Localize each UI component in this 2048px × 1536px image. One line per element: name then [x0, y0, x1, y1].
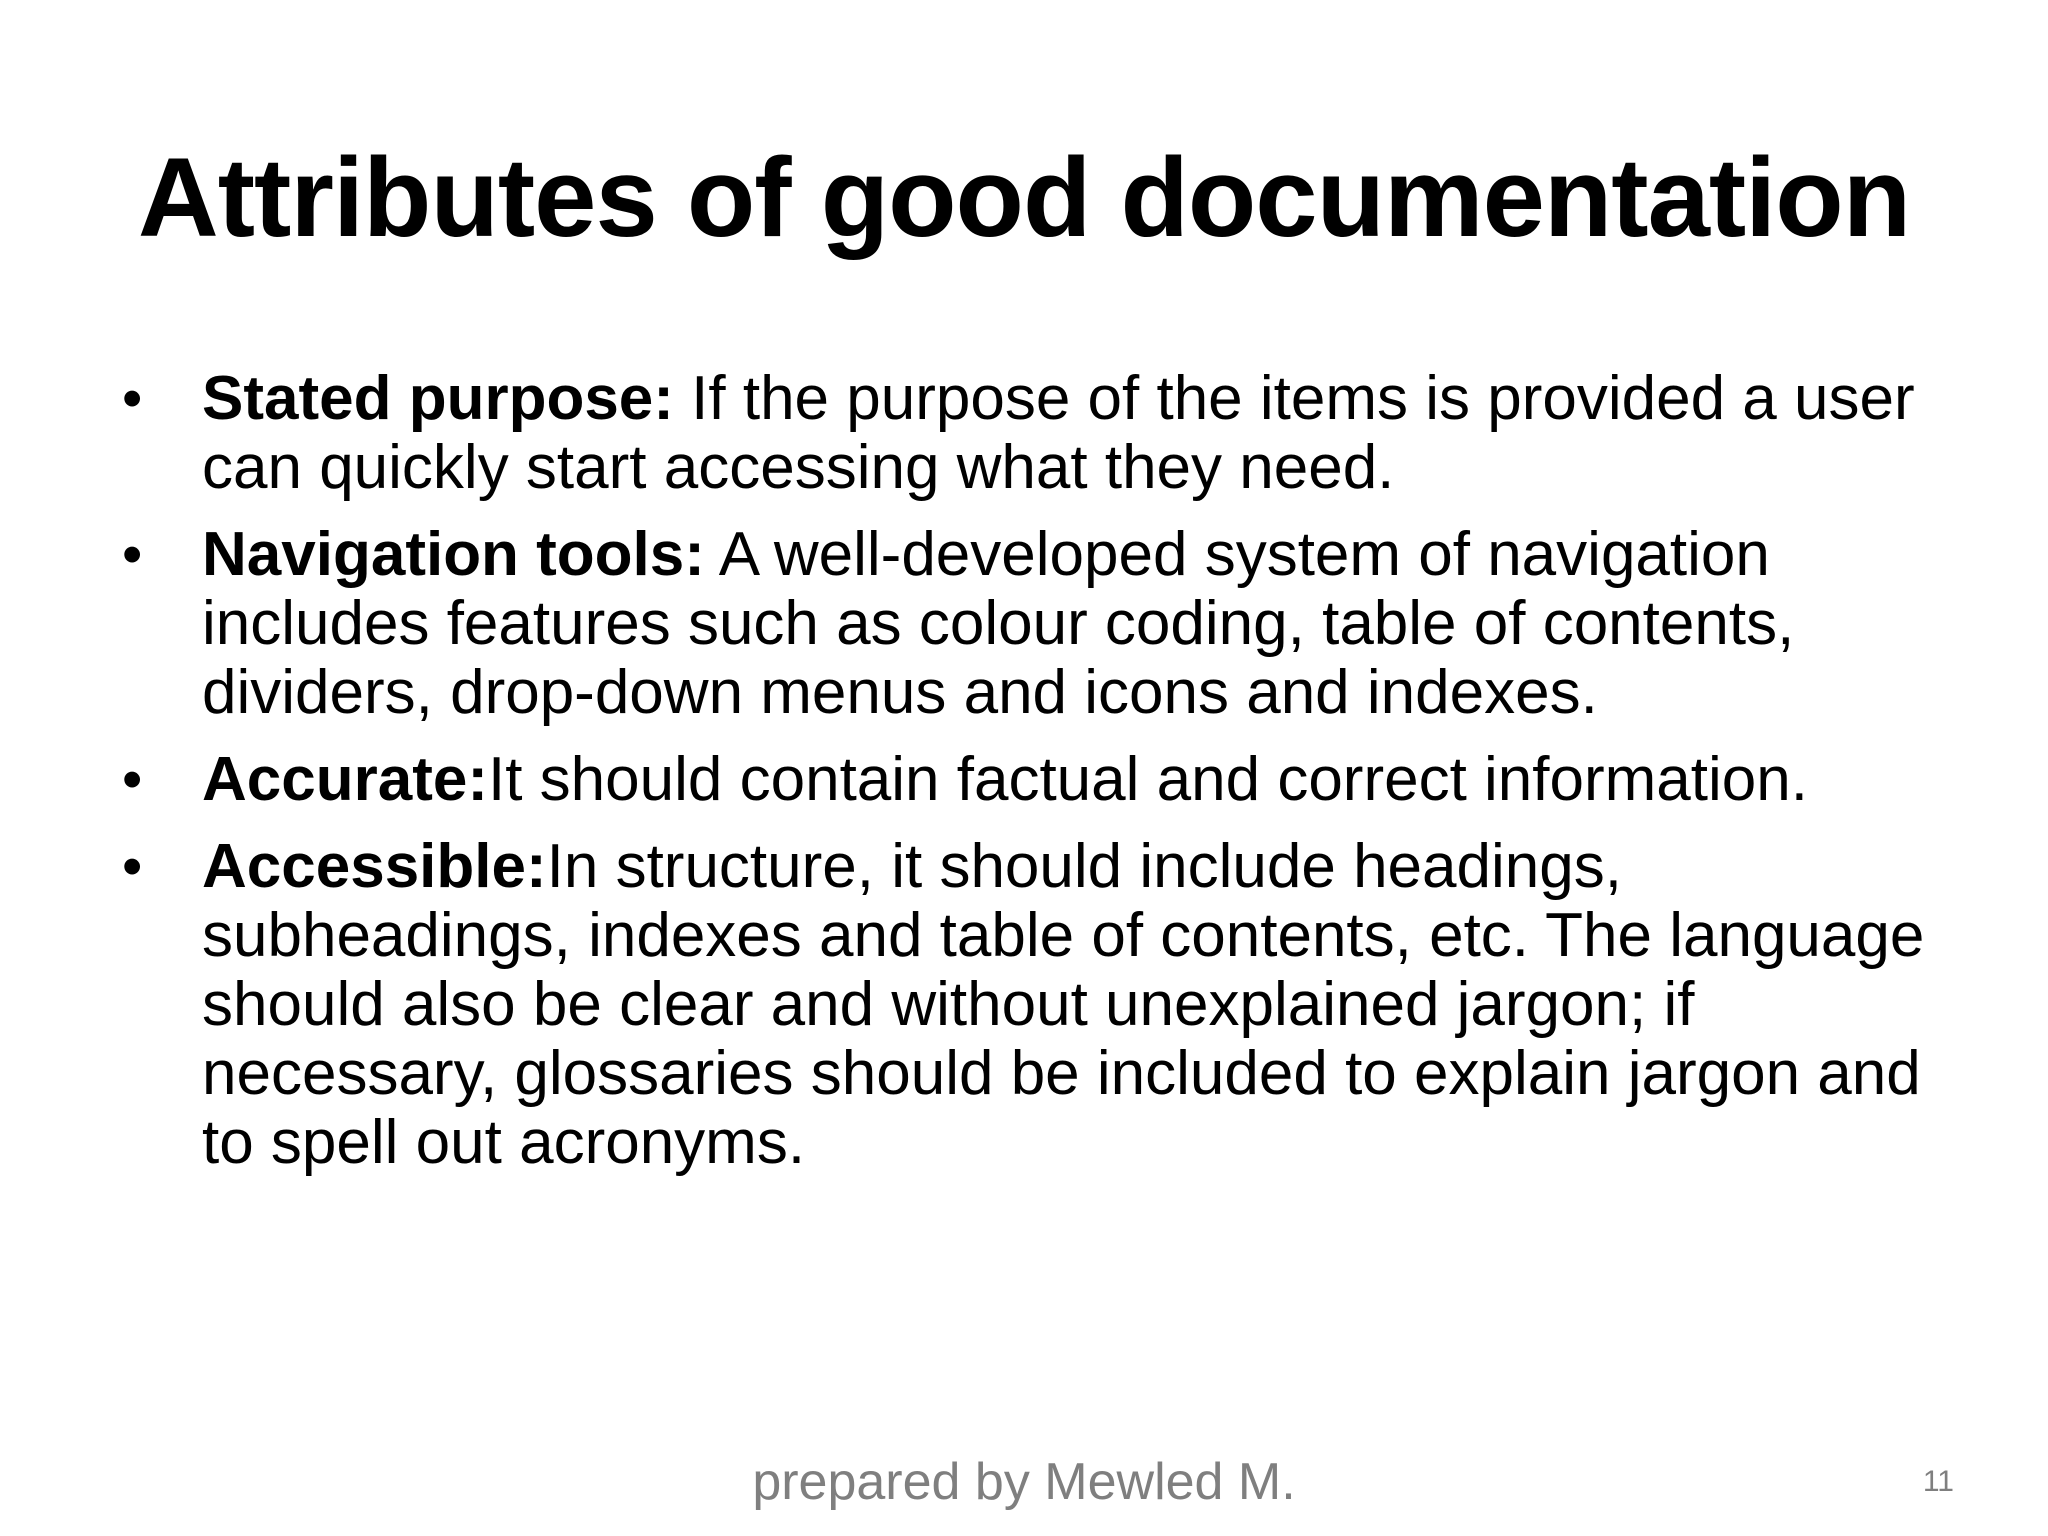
bullet-symbol: •	[122, 366, 143, 431]
slide-footer: prepared by Mewled M.	[752, 1453, 1296, 1511]
slide-title: Attributes of good documentation	[137, 135, 1911, 260]
bullet-term: Accessible:	[202, 832, 547, 901]
bullet-item-navigation-tools	[118, 520, 1978, 727]
bullet-item-accurate	[118, 745, 1978, 814]
bullet-text: A well-developed system of navigation includes features such as colour coding, table of contents, dividers, drop-down menus and icons and indexes.	[202, 520, 1795, 727]
bullet-text: It should contain factual and correct information.	[488, 745, 1808, 814]
page-number: 11	[1922, 1465, 1954, 1498]
bullet-list	[118, 364, 1978, 1195]
bullet-item-accessible	[118, 832, 1978, 1177]
bullet-symbol: •	[122, 834, 143, 899]
bullet-term: Accurate:	[202, 745, 488, 814]
bullet-term: Stated purpose:	[202, 364, 674, 433]
bullet-term: Navigation tools:	[202, 520, 705, 589]
bullet-text: In structure, it should include headings, subheadings, indexes and table of contents, etc. The language should also be clear and without unexplained jargon; if necessary, glossaries should be included to explain jargon and to spell out acronyms.	[202, 832, 1925, 1177]
bullet-symbol: •	[122, 522, 143, 587]
bullet-text: If the purpose of the items is provided a user can quickly start accessing what they need.	[202, 364, 1915, 502]
bullet-symbol: •	[122, 747, 143, 812]
bullet-item-stated-purpose	[118, 364, 1978, 502]
